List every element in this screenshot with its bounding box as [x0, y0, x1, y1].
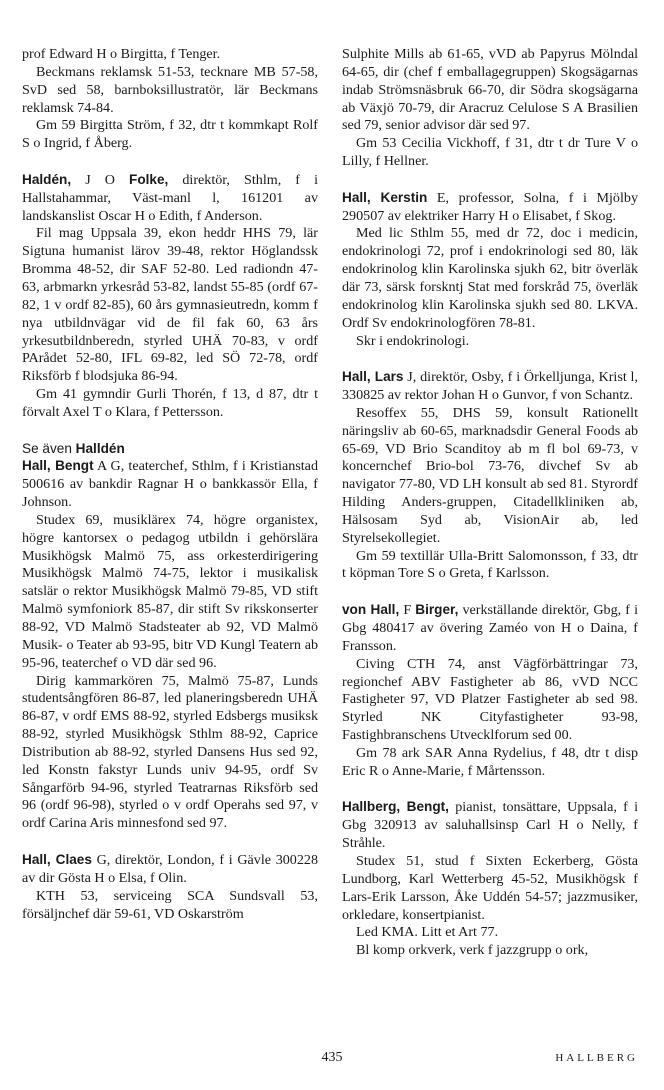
- entry-given-bold: Folke,: [129, 171, 169, 187]
- entry-intro: [342, 368, 638, 405]
- entry-paragraph: Civing CTH 74, anst Vägförbättringar 73, regionchef ABV Fastigheter ab 86, vVD NCC Fastigheter 97, VD Platzer Fastigheter ab sed 98. Styrled NK Cityfastigheter 93-98, Fastighbranschens Utvecklforum sed 00.: [342, 655, 638, 744]
- entry-intro: [342, 798, 638, 853]
- entry-intro-text: verkställande direktör, Gbg, f i Gbg 480417 av övering Zaméo von H o Daina, f Fransson.: [342, 602, 638, 654]
- entry-name: Hall, Kerstin: [342, 189, 428, 205]
- entry-given-bold: Birger,: [415, 602, 459, 618]
- entry-paragraph: Resoffex 55, DHS 59, konsult Rationellt näringsliv ab 60-65, marknadsdir General Foods ab 65-69, VD Brio Scanditoy ab m fl bol 69-73, v koncernchef Brio-bol 73-76, divchef Sv ab navigator 77-80, VD LH konsult ab sed 81. Styrordf Hilding Anders-gruppen, Citadellkliniken ab, Hälsosam Syd ab, VisionAir ab, led Styrelsekollegiet.: [342, 404, 638, 546]
- entry-paragraph: Gm 41 gymndir Gurli Thorén, f 13, d 87, dtr t förvalt Axel T o Klara, f Pettersson.: [22, 386, 318, 420]
- right-column: [342, 46, 638, 960]
- entry-paragraph: Beckmans reklamsk 51-53, tecknare MB 57-58, SvD sed 58, barnboksillustratör, lär Beckmans reklamsk 74-84.: [22, 63, 318, 116]
- entry-name: Hall, Claes: [22, 851, 92, 867]
- entry-paragraph: Studex 69, musiklärex 74, högre organistex, högre kantorsex o pedagog utbildn i gehörslära Musikhögsk Malmö 75, ass orkesterdirigering Musikhögsk Malmö 74-75, lektor i musikalisk satslär o rektor Musikhögsk Malmö 79-85, VD stift Malmö symfoniork 85-87, dir stift Sv rikskonserter 88-92, VD Malmö Stadsteater ab 92, VD Malmö Musik- o Teater ab 93-95, bitr VD Kungl Teatern ab 95-96, teaterchef o VD där sed 96.: [22, 511, 318, 671]
- entry-paragraph: Skr i endokrinologi.: [356, 332, 470, 349]
- entry-von-hall-birger: [342, 601, 638, 780]
- entry-paragraph: Studex 51, stud f Sixten Eckerberg, Gösta Lundborg, Karl Wetterberg 45-52, Musikhögsk f Lars-Erik Larsson, Åke Uddén 54-57; jazzmusiker, orkledare, konsertpianist.: [342, 852, 638, 923]
- entry-paragraph: Gm 59 textillär Ulla-Britt Salomonsson, f 33, dtr t köpman Tore S o Greta, f Karlsson.: [342, 547, 638, 582]
- page-number: 435: [321, 1050, 343, 1065]
- entry-intro: [342, 189, 638, 226]
- entry-intro-text: J, direktör, Osby, f i Örkelljunga, Krist l, 330825 av rektor Johan H o Gunvor, f von Schantz.: [342, 369, 639, 404]
- entry-intro: [22, 457, 318, 512]
- entry-paragraph: Gm 78 ark SAR Anna Rydelius, f 48, dtr t disp Eric R o Anne-Marie, f Mårtensson.: [342, 744, 638, 779]
- entry-name: von Hall,: [342, 602, 400, 618]
- entry-birgitta-continued: [22, 46, 318, 153]
- entry-hall-lars: [342, 368, 638, 583]
- entry-paragraph: KTH 53, serviceing SCA Sundsvall 53, försäljnchef där 59-61, VD Oskarström: [22, 887, 318, 922]
- entry-paragraph: Gm 59 Birgitta Ström, f 32, dtr t kommkapt Rolf S o Ingrid, f Åberg.: [22, 117, 318, 152]
- entry-intro-text: E, professor, Solna, f i Mjölby 290507 av elektriker Harry H o Elisabet, f Skog.: [342, 189, 638, 224]
- entry-intro-text: direktör, Sthlm, f i Hallstahammar, Väst-manl l, 161201 av landskanslist Oscar H o Edith, f Anderson.: [22, 171, 318, 224]
- entry-hall-kerstin: [342, 189, 638, 351]
- entry-name: Haldén,: [22, 171, 72, 187]
- entry-name: Hall, Bengt: [22, 458, 94, 474]
- see-also-name: Halldén: [75, 440, 125, 456]
- entry-paragraph: Dirig kammarkören 75, Malmö 75-87, Lunds studentsångfören 86-87, led planeringsberedn UHÄ 86-87, v ordf EMS 88-92, styrled Edsbergs musiksk 88-92, styrled Musikhögsk Sthlm 88-92, Caprice Distribution ab 88-92, styrled Dansens Hus sed 92, led Konstn fakstyr Lunds univ 94-95, ordf Sv Sångarförb 94-96, styrled Teatrarnas Riksförb sed 96 (ordf 96-98), styrled o v ordf Operahs sed 97, v ordf Carina Aris minnesfond sed 97.: [22, 672, 318, 832]
- entry-intro: [22, 851, 318, 888]
- entry-given: F: [399, 602, 416, 619]
- entry-paragraph: Led KMA. Litt et Art 77.: [356, 924, 499, 941]
- running-head: HALLBERG: [555, 1052, 638, 1064]
- entry-intro: [342, 601, 638, 656]
- entry-hall-claes: [22, 851, 318, 923]
- entry-hallberg-bengt: [342, 798, 638, 960]
- entry-hall-claes-continued: [342, 46, 638, 171]
- entry-name: Hallberg, Bengt,: [342, 799, 449, 815]
- entry-paragraph: Med lic Sthlm 55, med dr 72, doc i medicin, endokrinologi 72, prof i endokrinologi sed 80, läk endokrinolog klin Karolinska sjukh 62, bitr överläk där 73, särsk forskntj Stat med forskråd 75, överläk endokrinolog klin Karolinska sjukh sed 80. LKVA. Ordf Sv endokrinologfören 78-81.: [342, 225, 638, 331]
- entry-halden-folke: [22, 171, 318, 422]
- entry-text: Sulphite Mills ab 61-65, vVD ab Papyrus Mölndal 64-65, dir (chef f emballagegruppen) Skogsägarnas indab Strömsnäsbruk 66-70, dir Södra skogsägarna ab Växjö 70-79, dir Aracruz Celulose S A Brasilien sed 79, senior advisor där sed 97.: [342, 46, 638, 134]
- entry-text: prof Edward H o Birgitta, f Tenger.: [22, 46, 221, 62]
- entry-hall-bengt: [22, 457, 318, 833]
- entry-intro: [22, 171, 318, 226]
- entry-intro-text: A G, teaterchef, Sthlm, f i Kristianstad 500616 av bankdir Ragnar H o bankkassör Ella, f Johnson.: [22, 458, 318, 511]
- entry-paragraph: Bl komp orkverk, verk f jazzgrupp o ork,: [356, 942, 589, 959]
- entry-paragraph: Gm 53 Cecilia Vickhoff, f 31, dtr t dr Ture V o Lilly, f Hellner.: [342, 135, 638, 170]
- entry-name: Hall, Lars: [342, 369, 404, 385]
- entry-intro-text: G, direktör, London, f i Gävle 300228 av dir Gösta H o Elsa, f Olin.: [22, 851, 318, 886]
- see-also-prefix: Se även: [22, 440, 76, 456]
- see-also-reference: [22, 440, 318, 458]
- left-column: [22, 46, 318, 923]
- entry-intro-text: pianist, tonsättare, Uppsala, f i Gbg 320913 av saluhallsinsp Carl H o Nelly, f Stråhle.: [342, 799, 638, 852]
- entry-given: J O: [71, 171, 130, 188]
- entry-paragraph: Fil mag Uppsala 39, ekon heddr HHS 79, lär Sigtuna humanist lärov 39-48, rektor Höglandssk Bromma 48-52, dir SAF 52-80. Led radiondn 47-63, arbmarkn yrkesråd 53-82, landst 55-85 (ordf 67-82, 1 v ordf 82-85), 60 års gymnasieutredn, komm f nya utbildnvägar vid de fil fak 60, 63 års yrkesutbildnberedn, styrled UHÄ 70-83, v ordf PArådet 52-80, IFL 69-82, led SÖ 72-78, ordf Riksförb f blodsjuka 86-94.: [22, 225, 318, 385]
